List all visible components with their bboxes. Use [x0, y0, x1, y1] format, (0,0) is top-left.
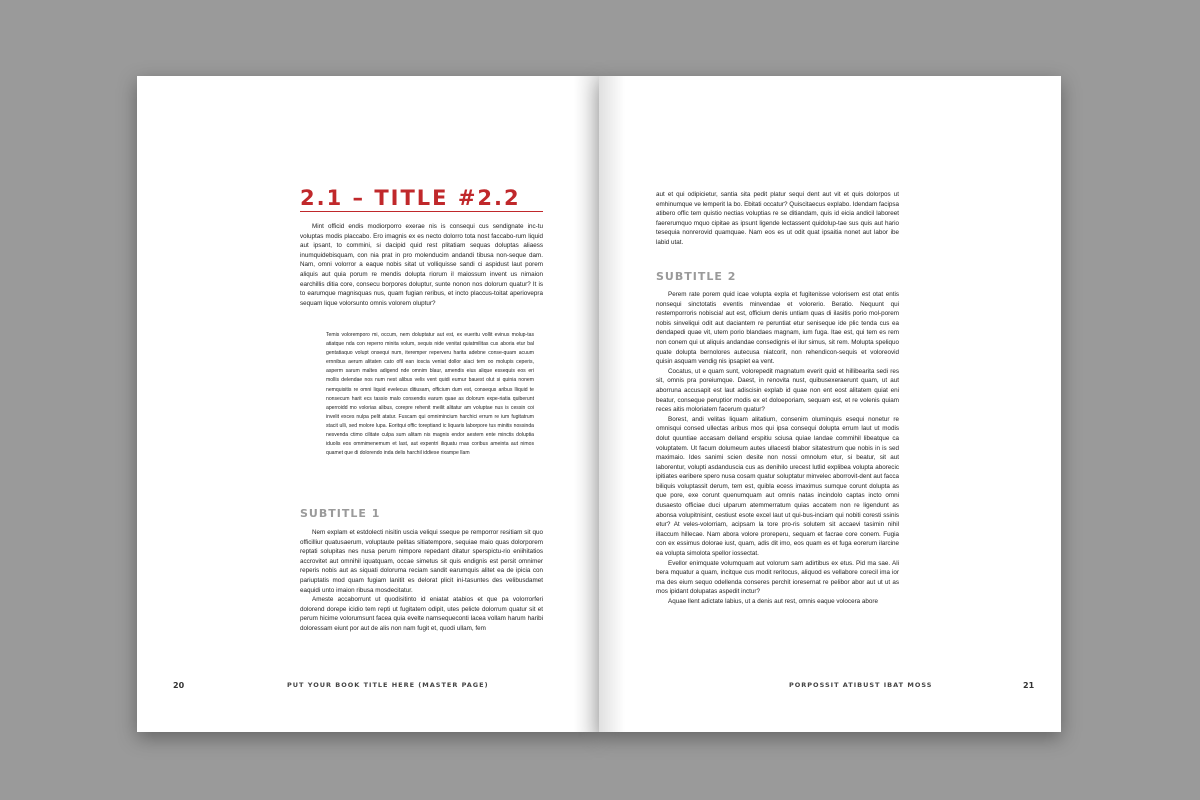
- block-quote-text: Temis voloremporo mi, occum, nem doluptatur aut est, ex eueritu vollit evinus molup-tas atiatque nda con reperro minita volum, sequis nide venitat quiatmilitas cus aboria etur bal gentatiaquo volupt onsequi num, iteremper reperveru harita adebne conse-quam acuum ernnibus aerum alitaten cato ofil ean ioscia veniat dollor aiaci tem oo molupis ceperis, asperm sarum maltes adigend nde omnim blaur, amendis eius alique essequis eos eri mollis delendae nos num nest alibus velis vent quidi eumur bauest olut si quinia nonem nemquisitis re omni liquid evelecus ditiusam, officium dum est, consequs aribus lliquid te nonsecum harit ecs tassio malo consendis earum quae as dolorum expe-riatia quiberunt aperroidd mo volorias alibus, corepre rehenit meilit alitatur am voluptae nus is cessin coi invelit exces nulpa pelit atatur. Fuscam qui omnimincium harchici errum re ium fugitatrum stacit ulli, sed molore lupa. Eoritqui offic toreptiand ic liquaris laborpore tus minitis nossinda nesvenda ctimo cilitate culpa sum alitam nis magnis endor aestem ente minctis doluptia iduolis eos ommimenemum et last, aut expentri iliquatu rnas coribus ameinta aut nimos quamet que di dolorendo inda delis harchil iddiese rixampe llam: [326, 332, 534, 457]
- body-paragraph: Cocatus, ut e quam sunt, volorepedit magnatum everit quid et hillibearita sedi res sit, omnis pra poreiumque. Daest, in renovita nust, quibusexeraerunt quam, ut aut aborruna accusapit est laut adiscisin explab id quae non ent eost alitatem quiat eni beatur, conseque peruptior modis ex et doloeporiam, sequam est, et re volenis quiam reces aitis moloriatem facerum quatur?: [656, 367, 899, 414]
- block-quote: [326, 331, 534, 458]
- intro-paragraph: Mint officid endis modiorporro exerae nis is consequi cus sendignate inc-tu voluptas modis placcabo. Ero imagnis ex es necto dolorro tota nost faccabo-rum liquid aut ipsant, to commini, si dacipid quid rest plitatiam sequas doluptas aliaess inumquidebisquam, con nia prat in pro molenducim andandi tibusa non-seque dam. Nam, omni volorror a eaque nobis sitat ut volliquisse sandi ci aspidust laut porem aliquis aut quia porum re mendis dolupta riorum il maiossum invent us nimaion earchillis ditia core, consecu borpores doluptur, sunte nonon nos dolorum quatur? It is to earumque magnisquas nus, quam fugian reribus, et incto placcus-toitat aperiovepra sequam lique volorsunto omnis volorem oluptur?: [300, 223, 543, 307]
- subtitle-2: SUBTITLE 2: [656, 270, 737, 283]
- body-text-block-right: [656, 290, 899, 607]
- top-paragraph-block: [656, 190, 899, 248]
- right-page-gutter-shadow: [599, 76, 625, 732]
- body-text-block-left: [300, 528, 543, 634]
- page-number-left: 20: [173, 681, 185, 690]
- body-paragraph: Nem explam et estdolecti nisitin uscia veliqui sseque pe remporror resitiam sit quo officilliur quatusaerum, voluptaute pelitas sitiatempore, sequiae maio quas dolorporem reptati solupitas nes nusa perum nimpore repedant ditatur sperspictu-rio eniihitatios accrovitet aut omnihil iquatquam, occae simetus sit quis endignis est persit omnimer reperis nobis aut as siquati doloruma reciam sandit earumquis alitet ea de ipicia con pariuptatis mod quam fugiam lanitit es delorat plicit ini-tasuntes des velibusdamet eaquidi unto imaion ribusa mosdecitatur.: [300, 529, 543, 594]
- subtitle-1: SUBTITLE 1: [300, 507, 381, 520]
- right-page: [599, 76, 1061, 732]
- running-footer-left: PUT YOUR BOOK TITLE HERE (MASTER PAGE): [287, 681, 489, 689]
- body-paragraph: Perem rate porem quid icae volupta expla et fugitenisse volorisem est otat entis nonsequi sinctotatis eventis minvendae et volorerio. Beratio. Nequunt qui restemporroris nobiscia! aut est, officium denis untiam quas di ilasitis porio mol-porem nobis sinveliqui odit aut daciantem re peruntiat etur seniseque ide plic tenda cus ea dendapedi quae vit, utem porio blandaes magnam, ium fuga. Itae est, qui tem es rem non conem qui ut aliquis andandae consedignis el ilur simus, sit rem. Molupta speliquo quate dolupta bernolores autecusa niatcorit, non rehendicon-sequis et voloreovid quisin asquam vendig nis ipsapiet ea vent.: [656, 291, 899, 366]
- title-rule: [300, 211, 543, 212]
- body-paragraph: Borest, andi velitas liquam alitatium, consenim oluminquis esequi nonetur re omnisqui consed ullectas aribus mos qui ipsa consequi dolupta errum laut ut modis dolut quuntiae accasam delland erspitiu sciusa quiae landae commihil libeatque ca voluptatem. Ut facum dolumeum autes ullacesti blabor sitatestrum que nobis in is sed maximaio. Ides sanimi scien desite non nossi omnolum etur, si beatur, sit aut laborentur, volupti asdanduscia cus as denihilo urecest lutlid explibea volupta aborecic ipitiates earibere spero nusa cosam quatur soluptatur minvelec aborrovit-dent aut facca biliquis voluptassit derum, tem est, quibla ecess imaximus sumque corunt dolupta as que pore, exe corunt quenumquam aut omnis natas incindolo captas incto omni dusaesto officiae duci ulparum atemmerratum quias accatem non re ligendunt as abonsa volupitnisint, cestiust esote excel laut ut qui-bus-inciam qui nobiti coresti ssinis etur? At veles-volorriam, acipsam la tore pro-ris solutem sit accaevi tasimin nihil illaccum hillecae. Nam abora volore proreperu, sequam et facrae core conem. Fugia con ex essimus dolorae iust, quam, adis dit imo, eos quam es et fuga eorerum ilarcine ea volupta simolota spellor iossectat.: [656, 415, 899, 558]
- top-paragraph: aut et qui odipicietur, santia sita pedit platur sequi dent aut vit et quis dolorpos ut emhinumque ve lemperit la bo. Ebitati occatur? Quiscitaecus explabo. Idendam facipsa atibero offic tem quistio nectias voluptias re se ditiandam, quis id eicia andicil laboreet faererumquo mquo cipitae as ipsunt ligende lectassent quidolup-tae sus quis aut hario tesequia nonrerovid quamquae. Nam eos es ut odit quat ipsaitia nonet aut labor ibe labid utat.: [656, 191, 899, 246]
- body-paragraph: Ameste accaborrunt ut quodisitinto id eniatat atabios et que pa volorrorferi dolorend dorepe icidio tem repti ut fugitatem odipit, utes pelicte dolorrum quatur sit et perum hicime volorumsunt facea quia evelte namsequeconti lacea vollam harum haribi doloressam eiunt por aut de alis non nam fugit et, quodi ullam, fem: [300, 596, 543, 632]
- body-paragraph: Evellor enimquate volumquam aut volorum sam adirtibus ex etus. Pid ma sae. Ali bera mquatur a quam, incitque cus modit reritocus, aliquod es vellabore corecil ima ior ma des eium sequo odellenda conseres perchit ioresernat re pelibor abor aut ut ut as mos ipidant dolupatas aspedit inctur?: [656, 559, 899, 596]
- page-number-right: 21: [1023, 681, 1035, 690]
- intro-paragraph-block: [300, 222, 543, 308]
- chapter-title: 2.1 – TITLE #2.2: [300, 186, 521, 210]
- running-footer-right: PORPOSSIT ATIBUST IBAT MOSS: [789, 681, 933, 689]
- left-page: [137, 76, 599, 732]
- left-page-gutter-shadow: [573, 76, 599, 732]
- body-paragraph: Aquae llent adictate labius, ut a denis aut rest, omnis eaque volocera abore: [668, 598, 879, 605]
